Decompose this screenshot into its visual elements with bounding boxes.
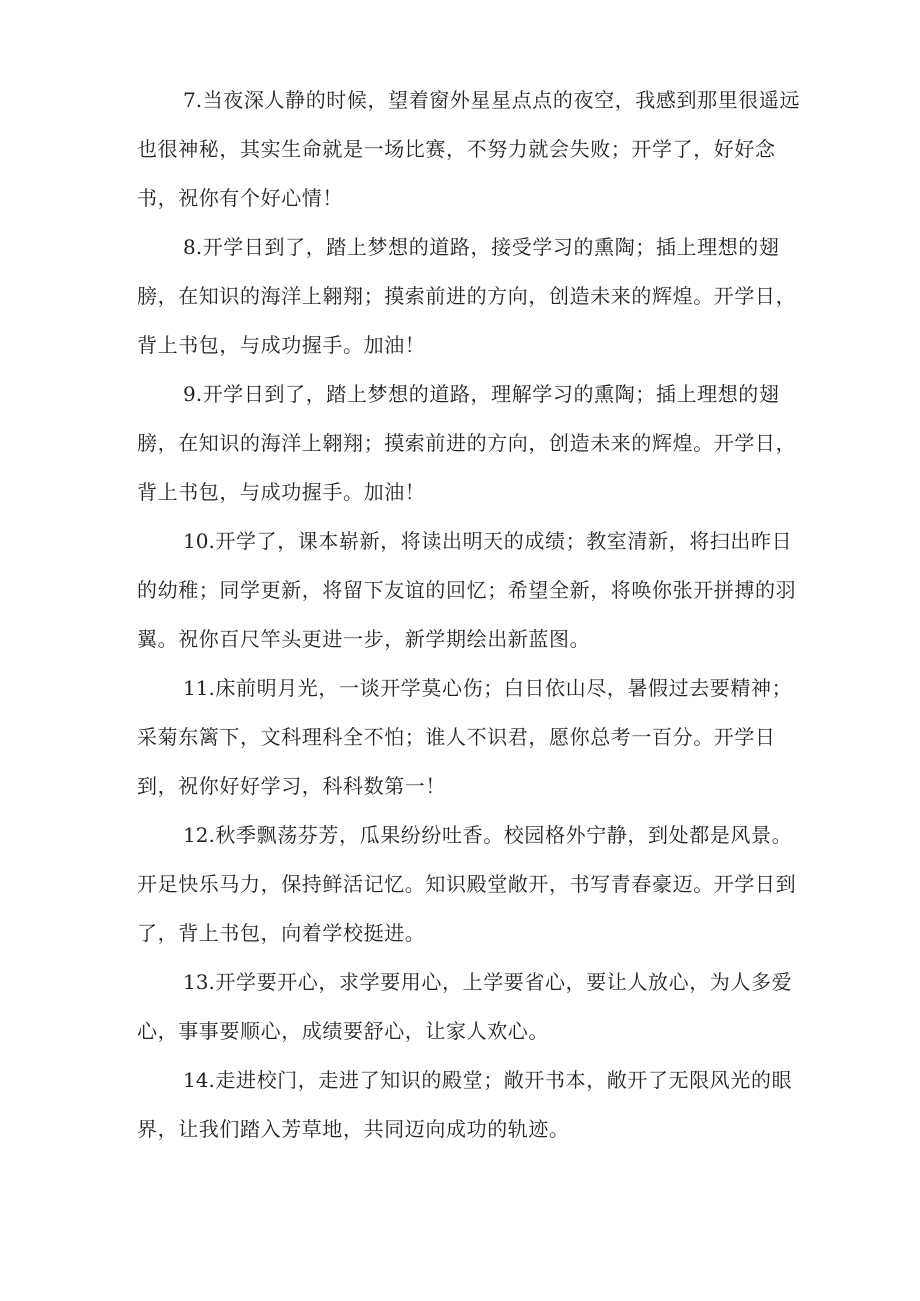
paragraph-text: .开学日到了，踏上梦想的道路，接受学习的熏陶；插上理想的翅膀，在知识的海洋上翱翔；摸索前进的方向，创造未来的辉煌。开学日，背上书包，与成功握手。加油！ [137, 235, 797, 357]
paragraph-text: .秋季飘荡芬芳，瓜果纷纷吐香。校园格外宁静，到处都是风景。开足快乐马力，保持鲜活记忆。知识殿堂敞开，书写青春豪迈。开学日到了，背上书包，向着学校挺进。 [137, 823, 797, 945]
paragraph-text: .开学日到了，踏上梦想的道路，理解学习的熏陶；插上理想的翅膀，在知识的海洋上翱翔；摸索前进的方向，创造未来的辉煌。开学日，背上书包，与成功握手。加油！ [137, 382, 797, 504]
paragraph-number: 11 [183, 676, 209, 700]
paragraph-13 [137, 958, 809, 1056]
paragraph-text: .当夜深人静的时候，望着窗外星星点点的夜空，我感到那里很遥远也很神秘，其实生命就是一场比赛，不努力就会失败；开学了，好好念书，祝你有个好心情！ [137, 88, 801, 210]
paragraph-number: 9 [183, 382, 196, 406]
paragraph-14 [137, 1056, 809, 1154]
paragraph-text: .开学了，课本崭新，将读出明天的成绩；教室清新，将扫出昨日的幼稚；同学更新，将留下友谊的回忆；希望全新，将唤你张开拼搏的羽翼。祝你百尺竿头更进一步，新学期绘出新蓝图。 [137, 529, 797, 651]
paragraph-text: .开学要开心，求学要用心，上学要省心，要让人放心，为人多爱心，事事要顺心，成绩要舒心，让家人欢心。 [137, 970, 793, 1043]
paragraph-12 [137, 811, 809, 958]
paragraph-number: 8 [183, 235, 196, 259]
paragraph-9 [137, 370, 809, 517]
paragraph-10 [137, 517, 809, 664]
paragraph-11 [137, 664, 809, 811]
paragraph-8 [137, 223, 809, 370]
paragraph-number: 10 [183, 529, 209, 553]
paragraph-number: 14 [183, 1068, 209, 1092]
paragraph-7 [137, 76, 809, 223]
paragraph-number: 13 [183, 970, 209, 994]
paragraph-text: .走进校门，走进了知识的殿堂；敞开书本，敞开了无限风光的眼界，让我们踏入芳草地，共同迈向成功的轨迹。 [137, 1068, 793, 1141]
paragraph-number: 12 [183, 823, 209, 847]
paragraph-number: 7 [183, 88, 196, 112]
paragraph-text: .床前明月光，一谈开学莫心伤；白日依山尽，暑假过去要精神；采菊东篱下，文科理科全不怕；谁人不识君，愿你总考一百分。开学日到，祝你好好学习，科科数第一！ [137, 676, 793, 798]
